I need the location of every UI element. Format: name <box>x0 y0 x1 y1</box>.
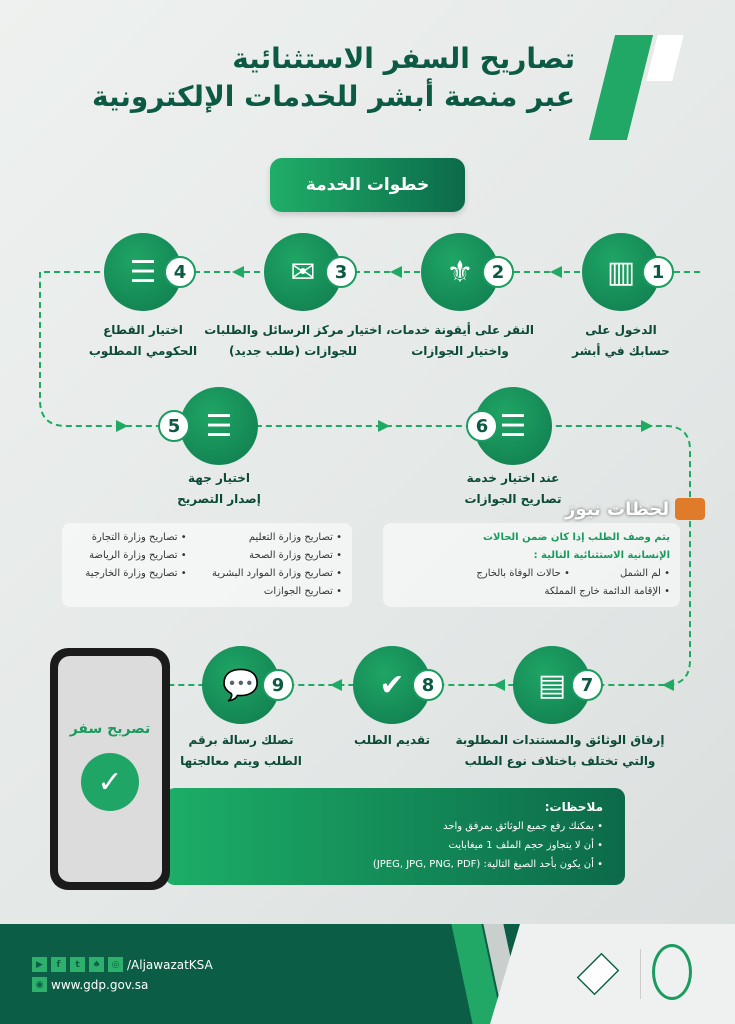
list-item: • الإقامة الدائمة خارج المملكة <box>544 586 670 597</box>
note-item: • يمكنك رفع جميع الوثائق بمرفق واحد <box>443 821 603 832</box>
permit-authorities-list <box>62 523 352 607</box>
website-url[interactable]: www.gdp.gov.sa <box>51 977 149 992</box>
step-badge: 4 <box>164 256 196 288</box>
arrow-icon <box>662 679 674 691</box>
snapchat-icon[interactable]: ♠ <box>89 957 104 972</box>
list-item: • تصاريح وزارة الخارجية <box>85 568 187 579</box>
phone-screen <box>58 656 162 882</box>
watermark <box>565 498 705 520</box>
social-handle[interactable]: /AljawazatKSA <box>127 957 213 972</box>
list-item: • تصاريح الجوازات <box>263 586 342 597</box>
note-item: • أن يكون بأحد الصيغ التالية: (JPEG, JPG, PNG, PDF) <box>372 859 603 870</box>
list-item: • تصاريح وزارة التعليم <box>248 532 342 543</box>
title-line: تصاريح السفر الاستثنائية <box>232 42 575 75</box>
step-badge: 2 <box>482 256 514 288</box>
arrow-icon <box>390 266 402 278</box>
step-label: الدخول على حسابك في أبشر <box>572 323 670 358</box>
menu-select-icon: ☰ <box>104 233 182 311</box>
step-label: تقديم الطلب <box>353 733 431 747</box>
step-badge: 7 <box>571 669 603 701</box>
documents-icon: ▤ <box>513 646 591 724</box>
list-item: • تصاريح وزارة الرياضة <box>89 550 187 561</box>
notes-box <box>165 788 625 885</box>
step-badge: 5 <box>158 410 190 442</box>
exceptional-cases-box <box>383 523 680 607</box>
step-badge: 1 <box>642 256 674 288</box>
cases-heading: يتم وصف الطلب إذا كان ضمن الحالات <box>482 532 670 543</box>
arrow-icon <box>550 266 562 278</box>
list-item: • تصاريح وزارة الصحة <box>249 550 342 561</box>
menu-select-icon: ☰ <box>180 387 258 465</box>
step-badge: 8 <box>412 669 444 701</box>
check-circle-icon: ✔ <box>353 646 431 724</box>
step-label: إرفاق الوثائق والمستندات المطلوبة والتي تختلف باختلاف نوع الطلب <box>455 733 665 768</box>
social-links <box>32 957 213 972</box>
website-link[interactable] <box>32 977 148 992</box>
step-label: عند اختيار خدمة تصاريح الجوازات <box>464 471 562 506</box>
phone-title: تصريح سفر <box>69 721 151 737</box>
cases-heading: الإنسانية الاستثنائية التالية : <box>533 550 670 561</box>
instagram-icon[interactable]: ◎ <box>108 957 123 972</box>
watermark-text: لحظات نيوز <box>565 498 670 520</box>
menu-select-icon: ☰ <box>474 387 552 465</box>
section-label: خطوات الخدمة <box>270 158 465 212</box>
globe-icon: ◉ <box>32 977 47 992</box>
check-icon: ✓ <box>81 753 139 811</box>
list-item: • تصاريح وزارة التجارة <box>91 532 187 543</box>
emblem-icon: ⚜ <box>421 233 499 311</box>
step-label: النقر على أيقونة خدمات، واختيار الجوازات <box>385 323 535 358</box>
step-label: اختيار مركز الرسائل والطلبات للجوازات (طلب جديد) <box>204 323 382 358</box>
step-label: اختيار جهة إصدار التصريح <box>177 471 261 506</box>
watermark-logo-icon <box>675 498 705 520</box>
facebook-icon[interactable]: f <box>51 957 66 972</box>
twitter-icon[interactable]: t <box>70 957 85 972</box>
envelope-add-icon: ✉ <box>264 233 342 311</box>
step-badge: 6 <box>466 410 498 442</box>
arrow-icon <box>641 420 653 432</box>
ministry-emblem-icon <box>652 944 692 1000</box>
title-line: عبر منصة أبشر للخدمات الإلكترونية <box>91 80 575 113</box>
jawazat-logo-icon <box>577 953 620 996</box>
divider <box>640 949 641 999</box>
footer-logos-area <box>490 924 735 1024</box>
arrow-icon <box>378 420 390 432</box>
youtube-icon[interactable]: ▶ <box>32 957 47 972</box>
arrow-icon <box>330 679 342 691</box>
chat-icon: 💬 <box>202 646 280 724</box>
list-item: • تصاريح وزارة الموارد البشرية <box>212 568 342 579</box>
step-badge: 9 <box>262 669 294 701</box>
absher-logo-icon: ▥ <box>582 233 660 311</box>
step-label: اختيار القطاع الحكومي المطلوب <box>88 323 198 358</box>
step-badge: 3 <box>325 256 357 288</box>
note-item: • أن لا يتجاوز حجم الملف 1 ميغابايت <box>448 840 603 851</box>
step-label: تصلك رسالة برقم الطلب ويتم معالجتها <box>180 733 302 768</box>
list-item: • حالات الوفاة بالخارج <box>476 568 570 579</box>
phone-mockup <box>50 648 170 890</box>
arrow-icon <box>232 266 244 278</box>
arrow-icon <box>493 679 505 691</box>
notes-heading: ملاحظات: <box>544 800 603 814</box>
list-item: • لم الشمل <box>619 568 670 579</box>
arrow-icon <box>116 420 128 432</box>
